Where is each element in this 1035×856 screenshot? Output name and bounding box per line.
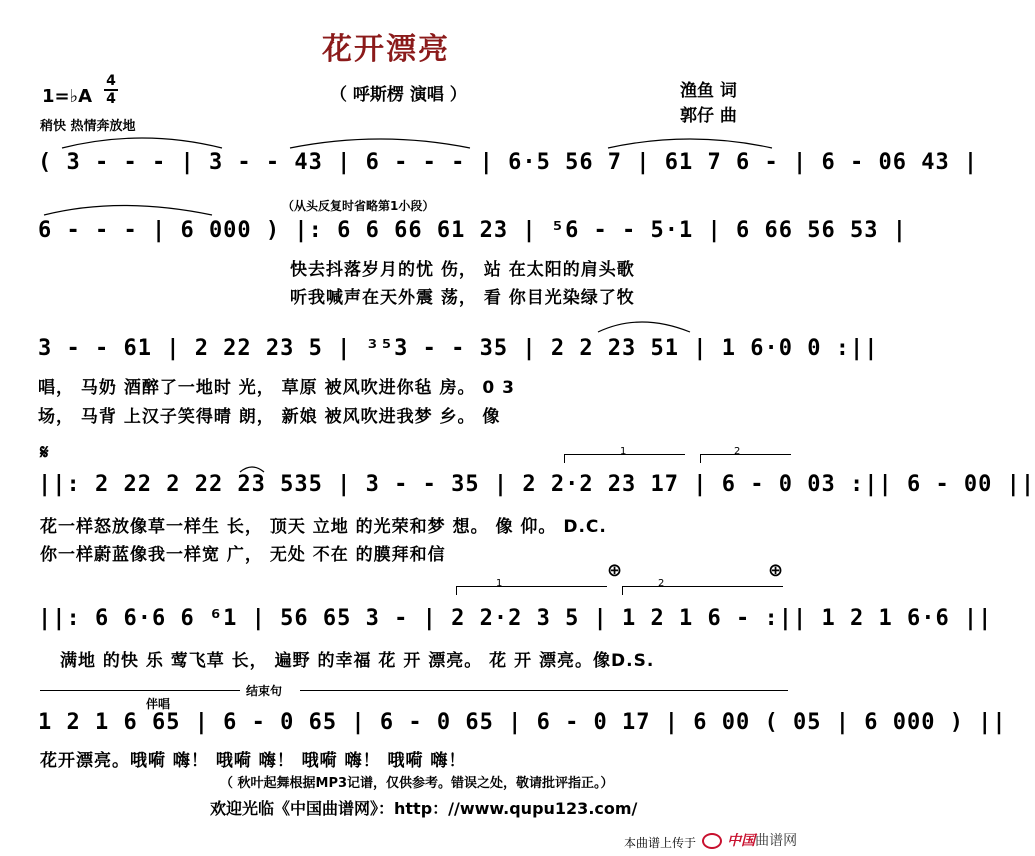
backing-vocal-label: 伴唱: [146, 697, 171, 711]
lyricist: 渔鱼 词: [680, 81, 737, 101]
melody-row-1: ( 3 - - - | 3 - - 43 | 6 - - - | 6·5 56 7 | 61 7 6 - | 6 - 06 43 |: [38, 150, 979, 175]
logo-text-sub: 曲谱网: [755, 833, 798, 849]
welcome-text: 欢迎光临《中国曲谱网》：http：//www.qupu123.com/: [210, 799, 638, 818]
lyrics-row-5: 满地 的快 乐 莺飞草 长， 遍野 的幸福 花 开 漂亮。 花 开 漂亮。像D.S.: [60, 651, 655, 671]
volta-bracket-4: [622, 586, 783, 595]
composer: 郭仔 曲: [680, 106, 737, 126]
lyrics-row-2-verse-2: 听我喊声在天外震 荡， 看 你目光染绿了牧: [290, 288, 635, 308]
ending-line-left: [40, 690, 240, 691]
volta-number-1: 1: [620, 446, 627, 457]
coda-sign-2: ⊕: [768, 560, 784, 581]
tempo-marking: 稍快 热情奔放地: [40, 119, 136, 134]
volta-number-4: 2: [658, 578, 665, 589]
melody-row-3: 3 - - 61 | 2 22 23 5 | ³⁵3 - - 35 | 2 2 23 51 | 1 6·0 0 :||: [38, 336, 879, 361]
time-bottom: 4: [106, 91, 116, 107]
lyrics-row-4-verse-2: 你一样蔚蓝像我一样宽 广， 无处 不在 的膜拜和信: [40, 545, 446, 565]
melody-row-2: 6 - - - | 6 000 ) |: 6 6 66 61 23 | ⁵6 - - 5·1 | 6 66 56 53 |: [38, 218, 907, 243]
ending-line-right: [300, 690, 788, 691]
volta-number-3: 1: [496, 578, 503, 589]
melody-row-6: 1 2 1 6 65 | 6 - 0 65 | 6 - 0 65 | 6 - 0 17 | 6 00 ( 05 | 6 000 ) ||: [38, 710, 1007, 735]
time-top: 4: [106, 73, 116, 89]
segno-sign: 𝄋: [40, 440, 49, 464]
melody-row-5: ||: 6 6·6 6 ⁶1 | 56 65 3 - | 2 2·2 3 5 | 1 2 1 6 - :|| 1 2 1 6·6 ||: [38, 606, 993, 631]
melody-row-4: ||: 2 22 2 22 23 535 | 3 - - 35 | 2 2·2 23 17 | 6 - 0 03 :|| 6 - 00 ||: [38, 472, 1035, 497]
upload-label: 本曲谱上传于: [624, 836, 697, 850]
lyrics-row-3-verse-1: 唱， 马奶 酒醉了一地时 光， 草原 被风吹进你毡 房。 0 3: [38, 378, 516, 398]
logo-text-main: 中国: [727, 833, 756, 849]
lyrics-row-3-verse-2: 场， 马背 上汉子笑得晴 朗， 新娘 被风吹进我梦 乡。 像: [38, 407, 501, 427]
key-signature: 1=♭A: [42, 86, 93, 107]
lyrics-row-6: 花开漂亮。哦嗬 嗨！ 哦嗬 嗨！ 哦嗬 嗨！ 哦嗬 嗨！: [40, 751, 467, 771]
tie-1: [62, 138, 222, 148]
transcription-credit: （ 秋叶起舞根据MP3记谱，仅供参考。错误之处，敬请批评指正。）: [220, 776, 614, 791]
tie-4: [44, 206, 212, 216]
lyrics-row-2-verse-1: 快去抖落岁月的忧 伤， 站 在太阳的肩头歌: [290, 260, 635, 280]
coda-sign-1: ⊕: [607, 560, 623, 581]
tie-2: [290, 139, 470, 148]
site-logo: [702, 830, 797, 850]
logo-icon: [702, 833, 722, 849]
lyrics-row-4-verse-1: 花一样怒放像草一样生 长， 顶天 立地 的光荣和梦 想。 像 仰。 D.C.: [40, 517, 607, 537]
tie-5: [598, 322, 690, 332]
repeat-note: （从头反复时省略第1小段）: [282, 199, 435, 213]
tie-3: [608, 139, 772, 148]
performer: （ 呼斯楞 演唱 ）: [330, 85, 467, 105]
song-title: 花开漂亮: [322, 32, 450, 67]
volta-bracket-2: [700, 454, 791, 463]
ending-label: 结束句: [246, 684, 283, 698]
volta-number-2: 2: [734, 446, 741, 457]
volta-bracket-3: [456, 586, 607, 595]
